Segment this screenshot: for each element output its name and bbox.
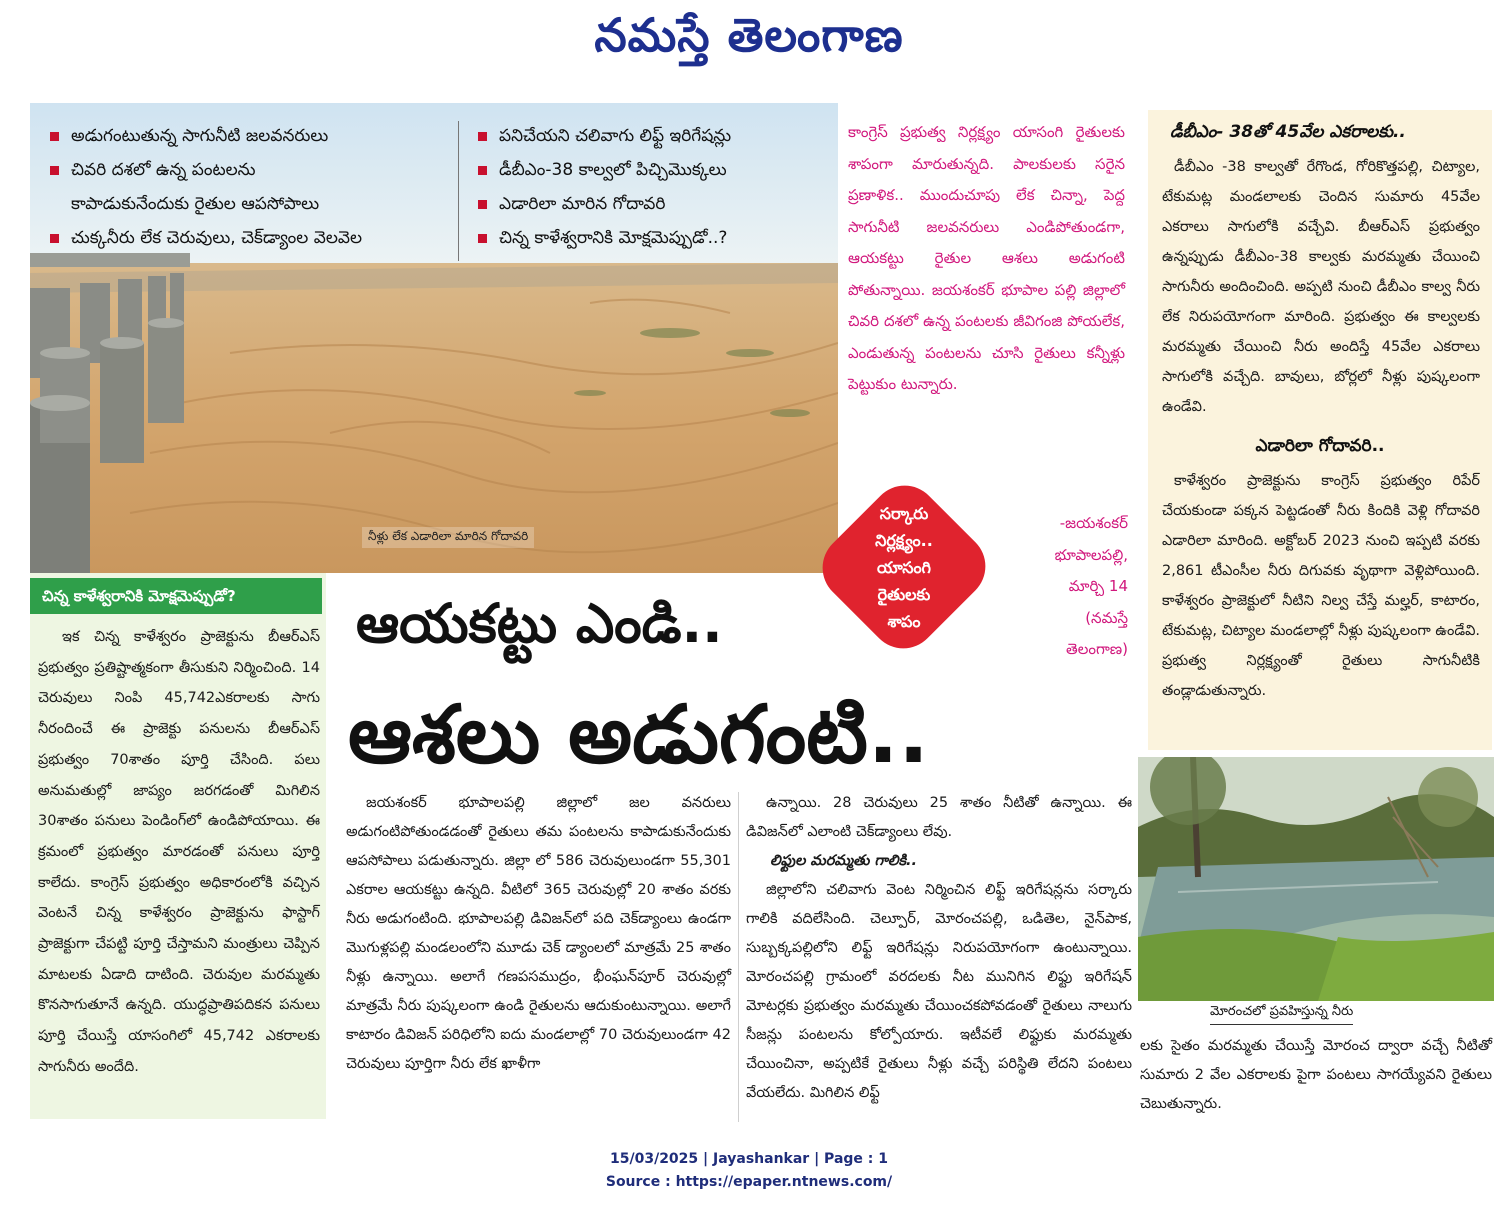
masthead-logo: నమస్తే తెలంగాణ <box>594 8 904 62</box>
bullets-left <box>50 119 362 255</box>
column-divider <box>738 792 739 1122</box>
body-subheading: లిఫ్టుల మరమ్మతు గాలికి.. <box>770 853 918 869</box>
river-photo-caption: మోరంచలో ప్రవహిస్తున్న నీరు <box>1210 1004 1353 1025</box>
bullet-item: చివరి దశలో ఉన్న పంటలను <box>50 153 362 187</box>
bullet-item: చిన్న కాళేశ్వరానికి మోక్షమెప్పుడో..? <box>478 221 731 255</box>
bullet-item: అడుగంటుతున్న సాగునీటి జలవనరులు <box>50 119 362 153</box>
flowing-stream-illustration <box>1138 757 1494 1001</box>
sidebar-left-text: ఇక చిన్న కాళేశ్వరం ప్రాజెక్టును బీఆర్‌ఎస్ ప్రభుత్వం ప్రతిష్టాత్మకంగా తీసుకుని నిర్మించింది. 14 చెరువులు నింపి 45,742ఎకరాలకు సాగు నీరందించే ఈ ప్రాజెక్టు పనులను బీఆర్‌ఎస్ ప్రభుత్వం 70శాతం పూర్తి చేసింది. పలు అనుమతుల్లో జాప్యం జరగడంతో మిగిలిన 30శాతం పనులు పెండింగ్‌లో ఉండిపోయాయి. ఈ క్రమంలో ప్రభుత్వం మారడంతో పనులు పూర్తి కాలేదు. కాంగ్రెస్ ప్రభుత్వం అధికారంలోకి వచ్చిన వెంటనే చిన్న కాళేశ్వరం ప్రాజెక్టును ఫాస్టాగ్ ప్రాజెక్టుగా చేపట్టి పూర్తి చేస్తామని మంత్రులు చెప్పిన మాటలకు ఏడాది దాటింది. చెరువుల మరమ్మతు కొనసాగుతూనే ఉన్నది. యుద్ధప్రాతిపదికన పనులు పూర్తి చేయిస్తే యాసంగిలో 45,742 ఎకరాలకు సాగునీరు అందేది. <box>38 629 320 1075</box>
footer-edition-info: 15/03/2025 | Jayashankar | Page : 1 <box>610 1151 888 1167</box>
sidebar-heading: డీబీఎం- 38తో 45వేల ఎకరాలకు.. <box>1170 122 1406 142</box>
bullet-divider <box>458 121 459 261</box>
hero-photo-caption: నీళ్లు లేక ఎడారిలా మారిన గోదావరి <box>362 527 534 548</box>
river-photo <box>1138 757 1494 1001</box>
sidebar-subheading: ఎడారిలా గోదావరి.. <box>1255 436 1385 456</box>
red-badge-text: సర్కారు నిర్లక్ష్యం.. యాసంగి రైతులకు శాపం <box>875 503 933 631</box>
headline-line-1: ఆయకట్టు ఎండి.. <box>356 592 723 655</box>
bullet-item: పనిచేయని చలివాగు లిఫ్ట్ ఇరిగేషన్లు <box>478 119 731 153</box>
dateline: -జయశంకర్ భూపాలపల్లి, మార్చి 14 (నమస్తే తెలంగాణ) <box>1054 514 1128 658</box>
river-followup-text: లకు సైతం మరమ్మతు చేయిస్తే మోరంచ ద్వారా వచ్చే నీటితో సుమారు 2 వేల ఎకరాలకు పైగా పంటలు సాగయ్యేవని రైతులు చెబుతున్నారు. <box>1140 1038 1492 1112</box>
sidebar-paragraph: కాళేశ్వరం ప్రాజెక్టును కాంగ్రెస్ ప్రభుత్వం రిపేర్ చేయకుండా పక్కన పెట్టడంతో నీరు కిందికి వెళ్లి గోదావరి ఎడారిలా మారింది. అక్టోబర్ 2023 నుంచి ఇప్పటి వరకు 2,861 టీఎంసీల నీరు దిగువకు వృథాగా వెళ్లిపోయింది. కాళేశ్వరం ప్రాజెక్టులో నీటిని నిల్వ చేస్తే మల్హర్, కాటారం, టేకుమట్ల, చిట్యాల మండలాల్లో నీళ్లు పుష్కలంగా ఉండేవి. ప్రభుత్వ నిర్లక్ష్యంతో రైతులు సాగునీటికి తండ్లాడుతున్నారు. <box>1162 473 1480 699</box>
body-column-1: జయశంకర్ భూపాలపల్లి జిల్లాలో జల వనరులు అడుగంటిపోతుండడంతో రైతులు తమ పంటలను కాపాడుకునేందుకు ఆపసోపాలు పడుతున్నారు. జిల్లా లో 586 చెరువులుండగా 55,301 ఎకరాల ఆయకట్టు ఉన్నది. వీటిలో 365 చెరువుల్లో 20 శాతం వరకు నీరు అడుగంటింది. భూపాలపల్లి డివిజన్‌లో పది చెక్‌డ్యాంలు ఉండగా మొగుళ్లపల్లి మండలంలోని మూడు చెక్ డ్యాంలలో మాత్రమే 25 శాతం నీళ్లు ఉన్నాయి. అలాగే గణపసముద్రం, భీంఘన్‌పూర్ చెరువుల్లో మాత్రమే నీరు పుష్కలంగా ఉండి రైతులను ఆదుకుంటున్నాయి. అలాగే కాటారం డివిజన్ పరిధిలోని ఐదు మండలాల్లో 70 చెరువులుండగా 42 చెరువులు పూర్తిగా నీరు లేక ఖాళీగా <box>346 795 731 1072</box>
sidebar-dbm38 <box>1148 110 1492 750</box>
body-column-2 <box>746 789 1132 1108</box>
body-paragraph: జిల్లాలోని చలివాగు వెంట నిర్మించిన లిఫ్ట్ ఇరిగేషన్లను సర్కారు గాలికి వదిలేసింది. చెల్పూర్, మోరంచపల్లి, ఒడితెల, నైన్‌పాక, సుబ్బక్కపల్లిలోని లిఫ్ట్ ఇరిగేషన్లు నిరుపయోగంగా ఉంటున్నాయి. మోరంచపల్లి గ్రామంలో వరదలకు నీట మునిగిన లిఫ్టు ఇరిగేషన్ మోటర్లకు ప్రభుత్వం మరమ్మతు చేయించకపోవడంతో రైతులు నాలుగు సీజన్లు పంటలను కోల్పోయారు. ఇటీవలే లిఫ్టుకు మరమ్మతు చేయించినా, అప్పటికే రైతులు నీళ్లు వచ్చే పరిస్థితి లేదని పంటలు వేయలేదు. మిగిలిన లిఫ్ట్ <box>746 882 1132 1101</box>
bullet-item: చుక్కనీరు లేక చెరువులు, చెక్‌డ్యాంల వెలవెల <box>50 221 362 255</box>
sidebar-left-heading: చిన్న కాళేశ్వరానికి మోక్షమెప్పుడో? <box>30 578 322 614</box>
bullet-item-cont: కాపాడుకునేందుకు రైతుల ఆపసోపాలు <box>71 194 320 214</box>
headline-line-2: ఆశలు అడుగంటి.. <box>348 688 929 781</box>
bullets-right <box>478 119 731 255</box>
footer-source-link[interactable]: Source : https://epaper.ntnews.com/ <box>605 1174 893 1190</box>
hero-bullet-overlay <box>30 103 838 263</box>
bullet-item: ఎడారిలా మారిన గోదావరి <box>478 187 731 221</box>
sidebar-paragraph: డీబీఎం -38 కాల్వతో రేగొండ, గోరికొత్తపల్లి, చిట్యాల, టేకుమట్ల మండలాలకు చెందిన సుమారు 45వేల ఎకరాలు సాగులోకి వచ్చేవి. బీఆర్‌ఎస్ ప్రభుత్వం ఉన్నప్పుడు డీబీఎం-38 కాల్వకు మరమ్మతు చేయించి సాగునీరు అందించింది. అప్పటి నుంచి డీబీఎం కాల్వ నీరు లేక నిరుపయోగంగా మారింది. ప్రభుత్వం ఈ కాల్వలకు మరమ్మతు చేయించి నీరు అందిస్తే 45వేల ఎకరాలు సాగులోకి వచ్చేది. బావులు, బోర్లలో నీళ్లు పుష్కలంగా ఉండేవి. <box>1162 159 1480 415</box>
body-paragraph: ఉన్నాయి. 28 చెరువులు 25 శాతం నీటితో ఉన్నాయి. ఈ డివిజన్‌లో ఎలాంటి చెక్‌డ్యాంలు లేవు. <box>746 795 1132 840</box>
bullet-item: డీబీఎం-38 కాల్వలో పిచ్చిమొక్కలు <box>478 153 731 187</box>
intro-paragraph: కాంగ్రెస్ ప్రభుత్వ నిర్లక్ష్యం యాసంగి రైతులకు శాపంగా మారుతున్నది. పాలకులకు సరైన ప్రణాళిక.. ముందుచూపు లేక చిన్నా, పెద్ద సాగునీటి జలవనరులు ఎండిపోతుండగా, ఆయకట్టు రైతుల ఆశలు అడుగంటి పోతున్నాయి. జయశంకర్ భూపాల పల్లి జిల్లాలో చివరి దశలో ఉన్న పంటలకు జీవిగంజి పోయలేక, ఎండుతున్న పంటలను చూసి రైతులు కన్నీళ్లు పెట్టుకుం టున్నారు. <box>848 123 1125 393</box>
